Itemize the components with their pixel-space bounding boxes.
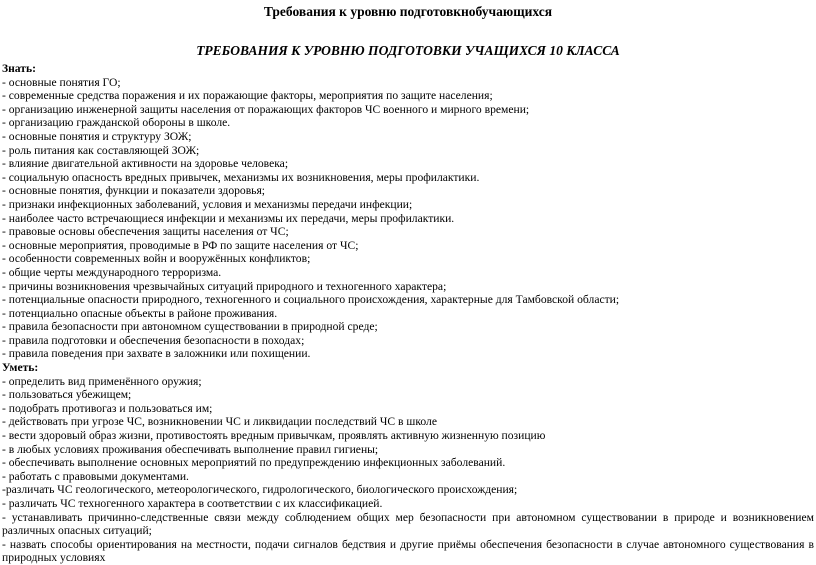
list-item: - пользоваться убежищем; [2,388,132,402]
section-heading: ТРЕБОВАНИЯ К УРОВНЮ ПОДГОТОВКИ УЧАЩИХСЯ 10 КЛАССА [196,43,620,58]
list-item: - обеспечивать выполнение основных мероприятий по предупреждению инфекционных заболеваний. [2,456,506,470]
list-item: -различать ЧС геологического, метеорологического, гидрологического, биологического происхождения; [2,483,518,497]
know-list [2,76,814,361]
list-item: - организацию инженерной защиты населения от поражающих факторов ЧС военного и мирного времени; [2,102,530,116]
list-item: - правила безопасности при автономном существовании в природной среде; [2,320,378,334]
list-item: - работать с правовыми документами. [2,469,189,483]
list-item: - правила поведения при захвате в заложники или похищении. [2,347,311,361]
list-item: - особенности современных войн и вооружённых конфликтов; [2,252,311,266]
list-item: - потенциально опасные объекты в районе проживания. [2,306,278,320]
list-item: - основные понятия, функции и показатели здоровья; [2,184,266,198]
document-body [2,62,814,565]
list-item: - вести здоровый образ жизни, противостоять вредным привычкам, проявлять активную жизненную позицию [2,429,546,443]
list-item: - социальную опасность вредных привычек, механизмы их возникновения, меры профилактики. [2,170,480,184]
list-item: - признаки инфекционных заболеваний, условия и механизмы передачи инфекции; [2,197,413,211]
list-item: - различать ЧС техногенного характера в соответствии с их классификацией. [2,497,383,510]
list-item: - основные понятия ГО; [2,75,121,89]
list-item: - основные мероприятия, проводимые в РФ по защите населения от ЧС; [2,238,359,252]
list-item: - потенциальные опасности природного, техногенного и социального происхождения, характерные для Тамбовской области; [2,293,620,307]
page-title: Требования к уровню подготовкнобучающихся [263,4,553,19]
list-item: - назвать способы ориентирования на местности, подачи сигналов бедствия и другие приёмы обеспечения безопасности в случае автономного существования в природных условиях [2,537,814,565]
can-list [2,375,814,511]
can-wrapped-list [2,511,814,565]
list-item: - общие черты международного терроризма. [2,265,222,279]
list-item: - в любых условиях проживания обеспечивать выполнение правил гигиены; [2,442,379,456]
list-item: - наиболее часто встречающиеся инфекции и механизмы их передачи, меры профилактики. [2,211,455,225]
list-item: - устанавливать причинно-следственные связи между соблюдением общих мер безопасности при автономном существовании в природе и возникновением различных опасных ситуаций; [2,510,814,538]
list-item: - роль питания как составляющей ЗОЖ; [2,143,200,157]
list-item: - современные средства поражения и их поражающие факторы, мероприятия по защите населения; [2,89,493,103]
know-label: Знать: [2,62,36,75]
list-item: - правила подготовки и обеспечения безопасности в походах; [2,333,305,347]
can-label: Уметь: [2,361,39,375]
list-item: - влияние двигательной активности на здоровье человека; [2,157,289,171]
list-item: - действовать при угрозе ЧС, возникновении ЧС и ликвидации последствий ЧС в школе [2,415,437,429]
list-item: - основные понятия и структуру ЗОЖ; [2,129,192,143]
list-item: - подобрать противогаз и пользоваться им; [2,401,213,415]
list-item: - причины возникновения чрезвычайных ситуаций природного и техногенного характера; [2,279,447,293]
list-item: - организацию гражданской обороны в школе. [2,116,231,130]
list-item: - правовые основы обеспечения защиты населения от ЧС; [2,225,289,239]
list-item: - определить вид применённого оружия; [2,374,202,388]
